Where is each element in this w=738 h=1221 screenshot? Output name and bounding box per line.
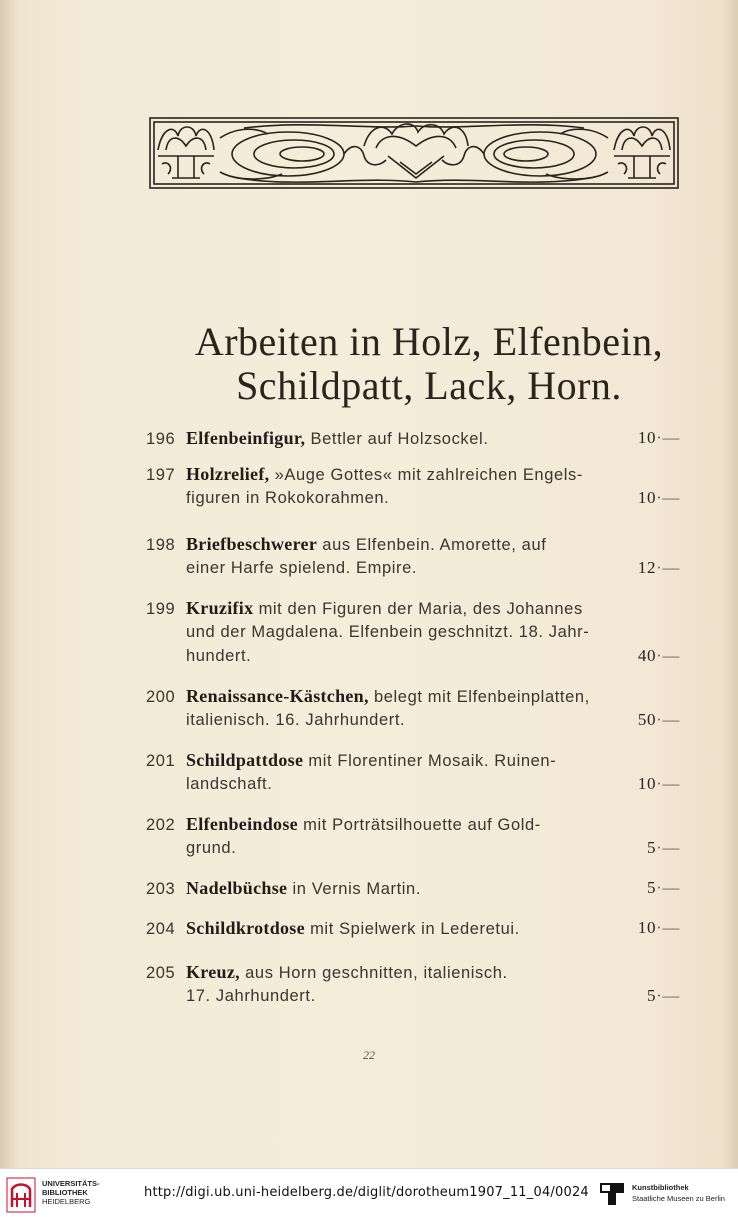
lot-title: Schildpattdose	[186, 750, 304, 770]
lot-number: 205	[146, 964, 176, 982]
lot-description: mit den Figuren der Maria, des Johannes	[253, 600, 583, 618]
lot-price: 5·—	[647, 838, 680, 857]
lot-price: 5·—	[647, 878, 680, 897]
heidelberg-university-library-logo-icon	[6, 1177, 36, 1213]
lot-title: Briefbeschwerer	[186, 534, 318, 554]
lot-number: 204	[146, 920, 176, 938]
catalog-entry-203	[146, 876, 686, 900]
museum-library-name: Kunstbibliothek Staatliche Museen zu Berlin	[632, 1183, 725, 1203]
catalog-heading-line-1: Arbeiten in Holz, Elfenbein,	[194, 319, 664, 364]
lot-title: Renaissance-Kästchen,	[186, 686, 369, 706]
catalog-entry-205	[146, 960, 686, 1008]
lot-description-continued: grund.	[186, 839, 237, 857]
lot-price: 50·—	[637, 710, 680, 729]
permalink-url[interactable]: http://digi.ub.uni-heidelberg.de/diglit/dorotheum1907_11_04/0024	[144, 1185, 589, 1200]
lot-number: 198	[146, 536, 176, 554]
lot-title: Nadelbüchse	[186, 878, 288, 898]
lot-number: 201	[146, 752, 176, 770]
lot-description: »Auge Gottes« mit zahlreichen Engels-	[269, 466, 583, 484]
lot-price: 10·—	[637, 774, 680, 793]
lot-number: 196	[146, 430, 176, 448]
catalog-entry-201	[146, 748, 686, 796]
lot-description-continued: hundert.	[186, 647, 252, 665]
lot-price: 10·—	[637, 918, 680, 937]
lot-price: 10·—	[637, 488, 680, 507]
lot-price: 12·—	[637, 558, 680, 577]
catalog-entry-199	[146, 596, 686, 668]
lot-title: Elfenbeindose	[186, 814, 298, 834]
lot-description-continued: einer Harfe spielend. Empire.	[186, 559, 418, 577]
lot-title: Elfenbeinfigur,	[186, 428, 306, 448]
lot-title: Kruzifix	[186, 598, 254, 618]
catalog-entry-197	[146, 462, 686, 510]
catalog-entry-198	[146, 532, 686, 580]
lot-number: 203	[146, 880, 176, 898]
lot-price: 10·—	[637, 428, 680, 447]
digitization-footer	[0, 1168, 738, 1221]
lot-description-continued: italienisch. 16. Jahrhundert.	[186, 711, 406, 729]
lot-price: 5·—	[647, 986, 680, 1005]
lot-title: Schildkrotdose	[186, 918, 305, 938]
lot-description: mit Porträtsilhouette auf Gold-	[297, 816, 541, 834]
lot-number: 200	[146, 688, 176, 706]
catalog-heading-line-2: Schildpatt, Lack, Horn.	[236, 363, 622, 408]
lot-description-continued: landschaft.	[186, 775, 273, 793]
lot-description: in Vernis Martin.	[287, 880, 422, 898]
lot-description-continued: 17. Jahrhundert.	[186, 987, 316, 1005]
lot-description: mit Spielwerk in Lederetui.	[304, 920, 520, 938]
lot-title: Holzrelief,	[186, 464, 270, 484]
catalog-entry-196	[146, 426, 686, 450]
lot-number: 197	[146, 466, 176, 484]
lot-description: Bettler auf Holzsockel.	[305, 430, 489, 448]
university-library-name: UNIVERSITÄTS- BIBLIOTHEK HEIDELBERG	[42, 1179, 100, 1206]
lot-description-continued: und der Magdalena. Elfenbein geschnitzt. 18. Jahr-	[186, 623, 590, 641]
lot-description: mit Florentiner Mosaik. Ruinen-	[303, 752, 557, 770]
lot-description-continued: figuren in Rokokorahmen.	[186, 489, 390, 507]
page-number: 22	[363, 1048, 375, 1062]
art-nouveau-ornament-header	[148, 116, 680, 190]
catalog-entry-204	[146, 916, 686, 940]
catalog-entry-200	[146, 684, 686, 732]
lot-description: belegt mit Elfenbeinplatten,	[368, 688, 590, 706]
lot-description: aus Horn geschnitten, italienisch.	[239, 964, 508, 982]
lot-description: aus Elfenbein. Amorette, auf	[317, 536, 547, 554]
lot-number: 199	[146, 600, 176, 618]
lot-price: 40·—	[637, 646, 680, 665]
lot-number: 202	[146, 816, 176, 834]
catalog-entry-202	[146, 812, 686, 860]
lot-title: Kreuz,	[186, 962, 240, 982]
kunstbibliothek-logo-icon	[598, 1179, 626, 1209]
